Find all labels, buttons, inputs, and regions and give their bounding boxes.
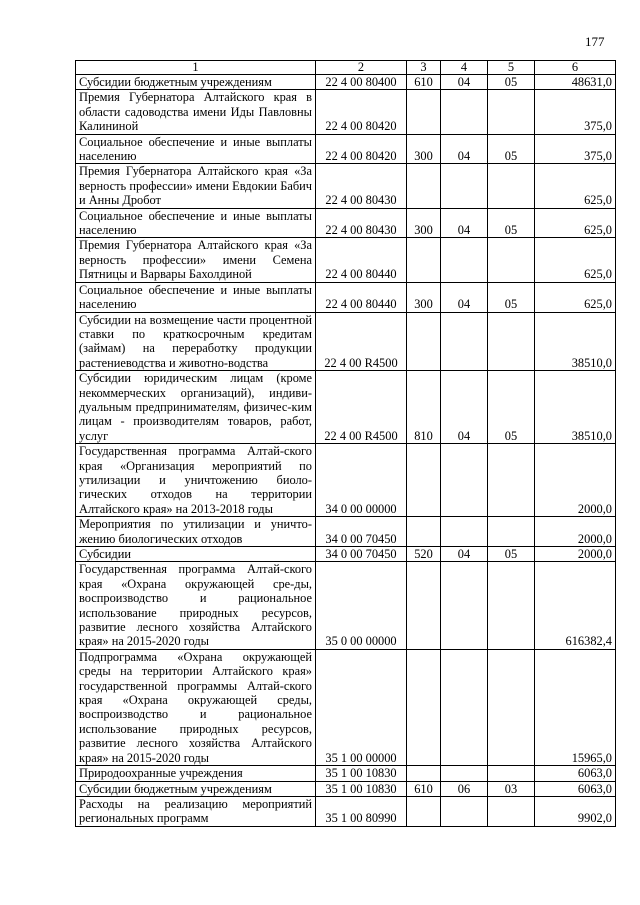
row-section [441,90,488,134]
header-row [76,61,616,75]
row-name: Премия Губернатора Алтайского края «За верность профессии» имени Евдокии Бабич и Анны Дробот [76,164,316,208]
row-expense-type: 610 [407,75,441,90]
row-section: 06 [441,781,488,796]
budget-table [75,60,616,827]
row-amount: 375,0 [535,134,616,164]
row-section [441,517,488,547]
row-section: 04 [441,547,488,562]
row-section: 04 [441,282,488,312]
table-row [76,649,616,765]
row-name: Природоохранные учреждения [76,766,316,781]
row-section [441,796,488,826]
row-code: 34 0 00 70450 [316,517,407,547]
row-expense-type [407,238,441,282]
row-amount: 6063,0 [535,766,616,781]
row-amount: 38510,0 [535,371,616,444]
header-col-3: 3 [407,61,441,75]
row-subsection [488,766,535,781]
row-code: 22 4 00 R4500 [316,371,407,444]
row-amount: 48631,0 [535,75,616,90]
table-row [76,282,616,312]
row-expense-type: 520 [407,547,441,562]
row-expense-type [407,649,441,765]
row-expense-type: 610 [407,781,441,796]
row-name: Субсидии юридическим лицам (кроме некоммерческих организаций), индиви-дуальным предпринимателям, физичес-ким лицам - производителям товаров, работ, услуг [76,371,316,444]
row-section: 04 [441,208,488,238]
row-expense-type [407,766,441,781]
table-row [76,547,616,562]
row-subsection [488,238,535,282]
row-subsection [488,796,535,826]
header-col-4: 4 [441,61,488,75]
row-subsection [488,312,535,371]
row-subsection [488,517,535,547]
row-amount: 2000,0 [535,444,616,517]
table-row [76,90,616,134]
row-amount: 625,0 [535,282,616,312]
row-code: 22 4 00 80440 [316,238,407,282]
table-row [76,312,616,371]
row-expense-type [407,562,441,649]
row-section [441,444,488,517]
row-subsection [488,164,535,208]
row-expense-type [407,90,441,134]
row-amount: 2000,0 [535,517,616,547]
row-code: 22 4 00 80420 [316,134,407,164]
table-body [76,75,616,827]
row-name: Премия Губернатора Алтайского края «За верность профессии» имени Семена Пятницы и Варвары Бахолдиной [76,238,316,282]
header-col-2: 2 [316,61,407,75]
row-section [441,164,488,208]
row-name: Расходы на реализацию мероприятий региональных программ [76,796,316,826]
header-col-6: 6 [535,61,616,75]
table-row [76,134,616,164]
row-subsection: 05 [488,282,535,312]
row-code: 22 4 00 R4500 [316,312,407,371]
table-row [76,766,616,781]
row-name: Субсидии бюджетным учреждениям [76,75,316,90]
row-name: Премия Губернатора Алтайского края в области садоводства имени Иды Павловны Калининой [76,90,316,134]
row-section [441,649,488,765]
row-expense-type [407,517,441,547]
row-expense-type [407,312,441,371]
row-expense-type [407,164,441,208]
table-row [76,796,616,826]
header-col-5: 5 [488,61,535,75]
row-name: Социальное обеспечение и иные выплаты населению [76,208,316,238]
table-row [76,371,616,444]
row-name: Субсидии [76,547,316,562]
row-section [441,312,488,371]
row-name: Государственная программа Алтай-ского края «Организация мероприятий по утилизации и уничтожению биоло-гических отходов на территории Алтайского края» на 2013-2018 годы [76,444,316,517]
row-amount: 2000,0 [535,547,616,562]
row-amount: 625,0 [535,238,616,282]
table-row [76,444,616,517]
table-row [76,562,616,649]
row-expense-type: 810 [407,371,441,444]
row-amount: 625,0 [535,208,616,238]
row-subsection: 05 [488,134,535,164]
row-name: Государственная программа Алтай-ского края «Охрана окружающей сре-ды, воспроизводство и рациональное использование природных ресурсов, развитие лесного хозяйства Алтайского края» на 2015-2020 годы [76,562,316,649]
row-code: 35 1 00 80990 [316,796,407,826]
row-subsection [488,649,535,765]
row-name: Субсидии на возмещение части процентной ставки по краткосрочным кредитам (займам) на переработку продукции растениеводства и животно-водства [76,312,316,371]
page-number: 177 [585,34,605,49]
row-expense-type [407,444,441,517]
table-row [76,164,616,208]
row-name: Подпрограмма «Охрана окружающей среды на территории Алтайского края» государственной программы Алтай-ского края «Охрана окружающей среды, воспроизводство и рациональное использование природных ресурсов, развитие лесного хозяйства Алтайского края» на 2015-2020 годы [76,649,316,765]
row-amount: 625,0 [535,164,616,208]
row-amount: 616382,4 [535,562,616,649]
row-expense-type: 300 [407,134,441,164]
row-code: 22 4 00 80420 [316,90,407,134]
row-section: 04 [441,134,488,164]
row-code: 35 0 00 00000 [316,562,407,649]
table-row [76,238,616,282]
row-name: Субсидии бюджетным учреждениям [76,781,316,796]
table-row [76,208,616,238]
table-row [76,517,616,547]
row-section: 04 [441,371,488,444]
row-subsection: 05 [488,371,535,444]
row-code: 34 0 00 70450 [316,547,407,562]
row-amount: 38510,0 [535,312,616,371]
row-amount: 9902,0 [535,796,616,826]
row-subsection: 03 [488,781,535,796]
row-section [441,766,488,781]
row-expense-type [407,796,441,826]
row-code: 22 4 00 80430 [316,208,407,238]
row-amount: 6063,0 [535,781,616,796]
row-subsection [488,562,535,649]
row-code: 34 0 00 00000 [316,444,407,517]
row-section: 04 [441,75,488,90]
row-code: 35 1 00 00000 [316,649,407,765]
row-amount: 375,0 [535,90,616,134]
row-expense-type: 300 [407,282,441,312]
row-code: 35 1 00 10830 [316,766,407,781]
row-name: Мероприятия по утилизации и уничто-жению биологических отходов [76,517,316,547]
table-row [76,75,616,90]
row-code: 22 4 00 80400 [316,75,407,90]
row-subsection: 05 [488,75,535,90]
row-code: 35 1 00 10830 [316,781,407,796]
row-section [441,562,488,649]
row-subsection [488,444,535,517]
table-row [76,781,616,796]
row-amount: 15965,0 [535,649,616,765]
row-name: Социальное обеспечение и иные выплаты населению [76,134,316,164]
row-subsection [488,90,535,134]
row-code: 22 4 00 80440 [316,282,407,312]
row-section [441,238,488,282]
row-code: 22 4 00 80430 [316,164,407,208]
header-col-1: 1 [76,61,316,75]
row-expense-type: 300 [407,208,441,238]
row-subsection: 05 [488,547,535,562]
row-subsection: 05 [488,208,535,238]
row-name: Социальное обеспечение и иные выплаты населению [76,282,316,312]
